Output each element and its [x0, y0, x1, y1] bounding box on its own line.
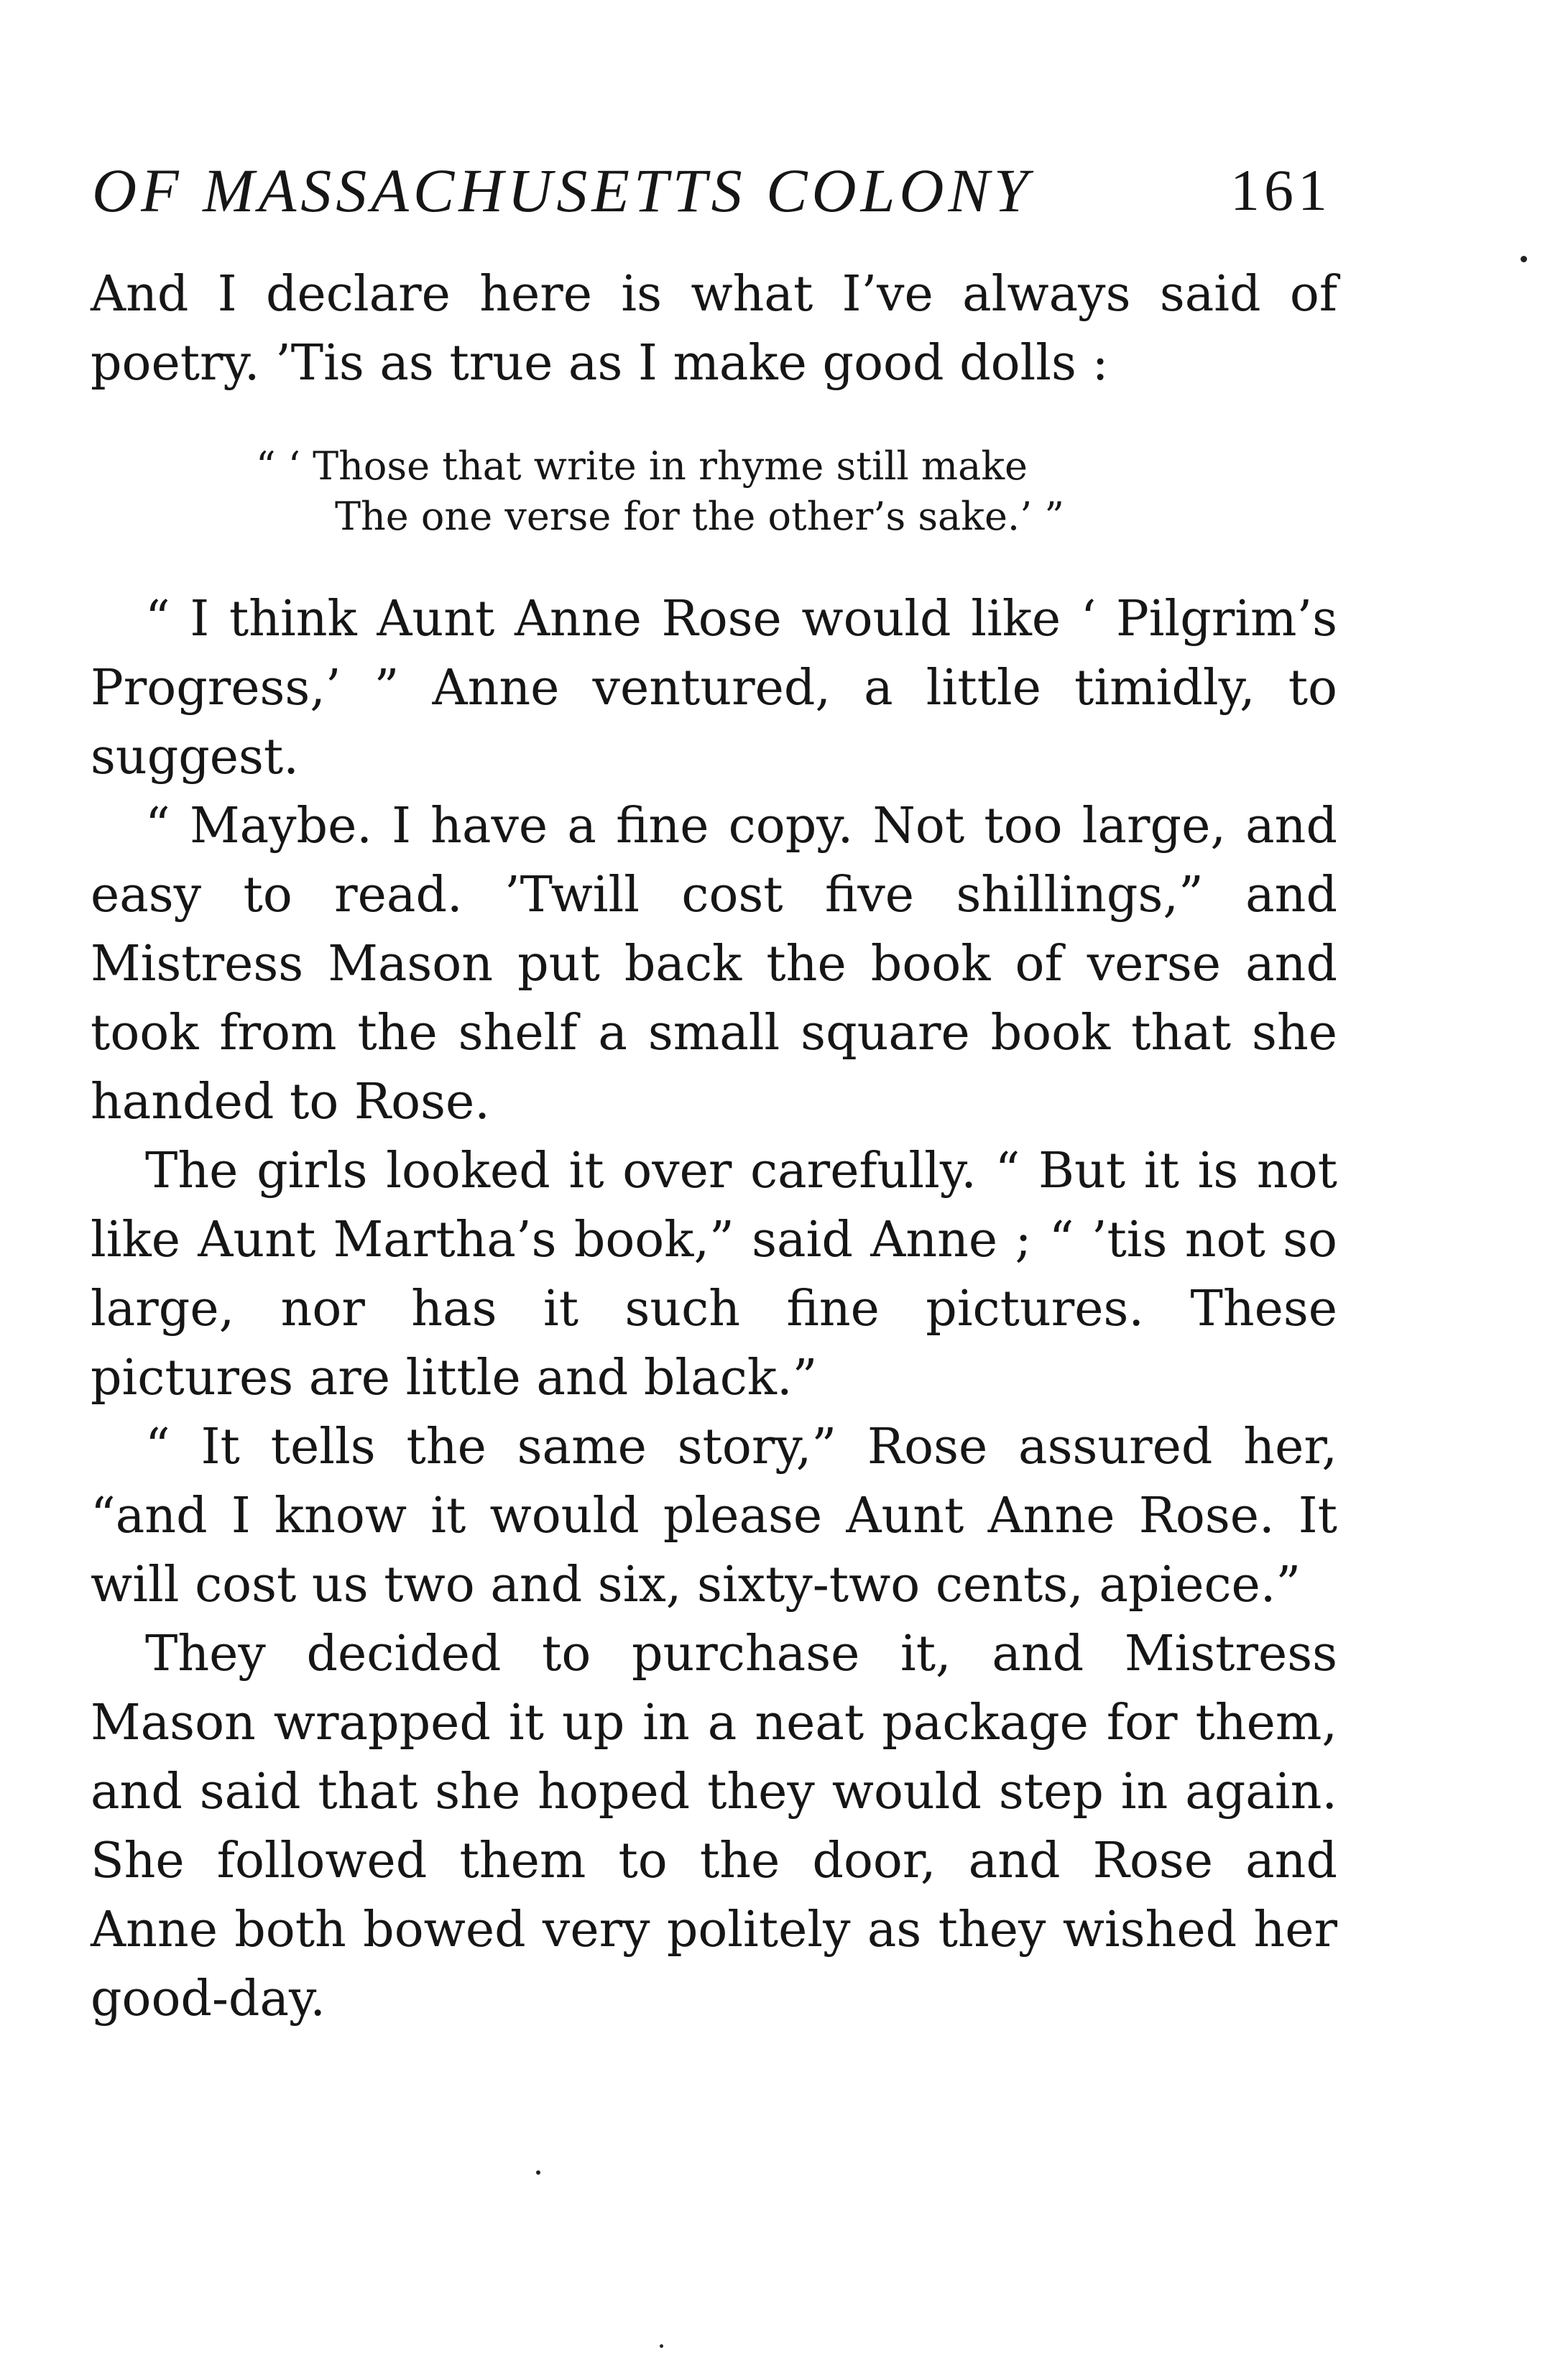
page-number: 161: [1230, 157, 1332, 223]
verse-line-2: The one verse for the other’s sake.’ ”: [335, 494, 1065, 539]
paragraph: “ It tells the same story,” Rose assured her, “and I know it would please Aunt Anne Rose. It will cost us two and six, sixty-two cents, apiece.”: [91, 1419, 1337, 1613]
paragraph: The girls looked it over carefully. “ But it is not like Aunt Martha’s book,” said Anne ; “ ’tis not so large, nor has it such fine pictures. These pictures are little and black.”: [91, 1143, 1337, 1406]
running-title: OF MASSACHUSETTS COLONY: [92, 156, 1033, 225]
paragraph: “ I think Aunt Anne Rose would like ‘ Pilgrim’s Progress,’ ” Anne ventured, a little timidly, to suggest.: [91, 591, 1337, 786]
verse-line-1: “ ‘ Those that write in rhyme still make: [256, 443, 1028, 489]
body-text: [91, 260, 1337, 2034]
paragraph: They decided to purchase it, and Mistress Mason wrapped it up in a neat package for them, and said that she hoped they would step in again. She followed them to the door, and Rose and Anne both bowed very politely as they wished her good-day.: [91, 1626, 1337, 2027]
scan-speck: [1521, 256, 1527, 262]
running-head: [92, 151, 1332, 230]
paragraph: “ Maybe. I have a fine copy. Not too large, and easy to read. ’Twill cost five shillings,” and Mistress Mason put back the book of verse and took from the shelf a small square book that she handed to Rose.: [91, 798, 1337, 1130]
scan-speck: [660, 2344, 663, 2348]
verse-quotation: [91, 441, 1337, 542]
scan-speck: [536, 2170, 540, 2175]
paragraph-continuation: And I declare here is what I’ve always said of poetry. ’Tis as true as I make good dolls :: [91, 266, 1337, 392]
